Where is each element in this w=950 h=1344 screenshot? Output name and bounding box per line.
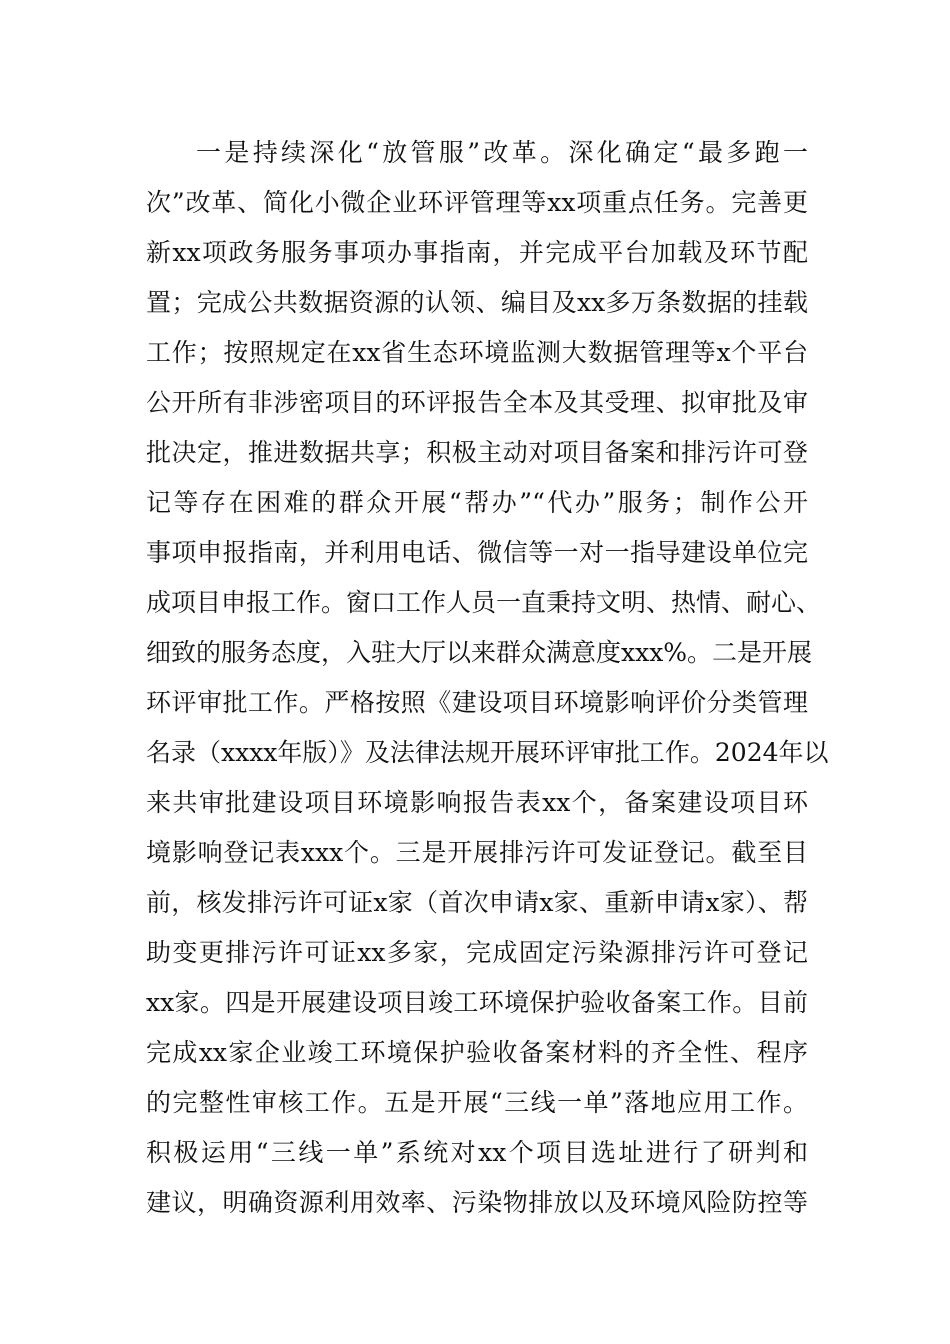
text-line: 建议，明确资源利用效率、污染物排放以及环境风险防控等	[146, 1188, 808, 1217]
text-line: 境影响登记表xxx个。三是开展排污许可发证登记。截至目	[146, 838, 808, 867]
text-line: 批决定，推进数据共享；积极主动对项目备案和排污许可登	[146, 438, 808, 467]
text-line: 积极运用“三线一单”系统对xx个项目选址进行了研判和	[146, 1138, 808, 1167]
text-line: 置；完成公共数据资源的认领、编目及xx多万条数据的挂载	[146, 288, 808, 317]
text-line: 公开所有非涉密项目的环评报告全本及其受理、拟审批及审	[146, 388, 808, 417]
text-line: 的完整性审核工作。五是开展“三线一单”落地应用工作。	[146, 1088, 808, 1117]
text-line: 新xx项政务服务事项办事指南，并完成平台加载及环节配	[146, 238, 808, 267]
text-line: 次”改革、简化小微企业环评管理等xx项重点任务。完善更	[146, 188, 808, 217]
text-line: 细致的服务态度，入驻大厅以来群众满意度xxx%。二是开展	[146, 638, 813, 667]
text-line: 环评审批工作。严格按照《建设项目环境影响评价分类管理	[146, 688, 808, 717]
body-paragraph	[146, 128, 829, 1228]
text-line: 完成xx家企业竣工环境保护验收备案材料的齐全性、程序	[146, 1038, 808, 1067]
text-line: 工作；按照规定在xx省生态环境监测大数据管理等x个平台	[146, 338, 808, 367]
text-line: 名录（xxxx年版）》及法律法规开展环评审批工作。2024年以	[146, 738, 829, 767]
text-line: 记等存在困难的群众开展“帮办”“代办”服务；制作公开	[146, 488, 808, 517]
text-line: 一是持续深化“放管服”改革。深化确定“最多跑一	[196, 138, 808, 167]
text-line: 助变更排污许可证xx多家，完成固定污染源排污许可登记	[146, 938, 808, 967]
text-line: 成项目申报工作。窗口工作人员一直秉持文明、热情、耐心、	[146, 588, 822, 617]
text-line: 前，核发排污许可证x家（首次申请x家、重新申请x家）、帮	[146, 888, 808, 917]
text-line: xx家。四是开展建设项目竣工环境保护验收备案工作。目前	[146, 988, 808, 1017]
text-line: 来共审批建设项目环境影响报告表xx个，备案建设项目环	[146, 788, 808, 817]
text-line: 事项申报指南，并利用电话、微信等一对一指导建设单位完	[146, 538, 808, 567]
